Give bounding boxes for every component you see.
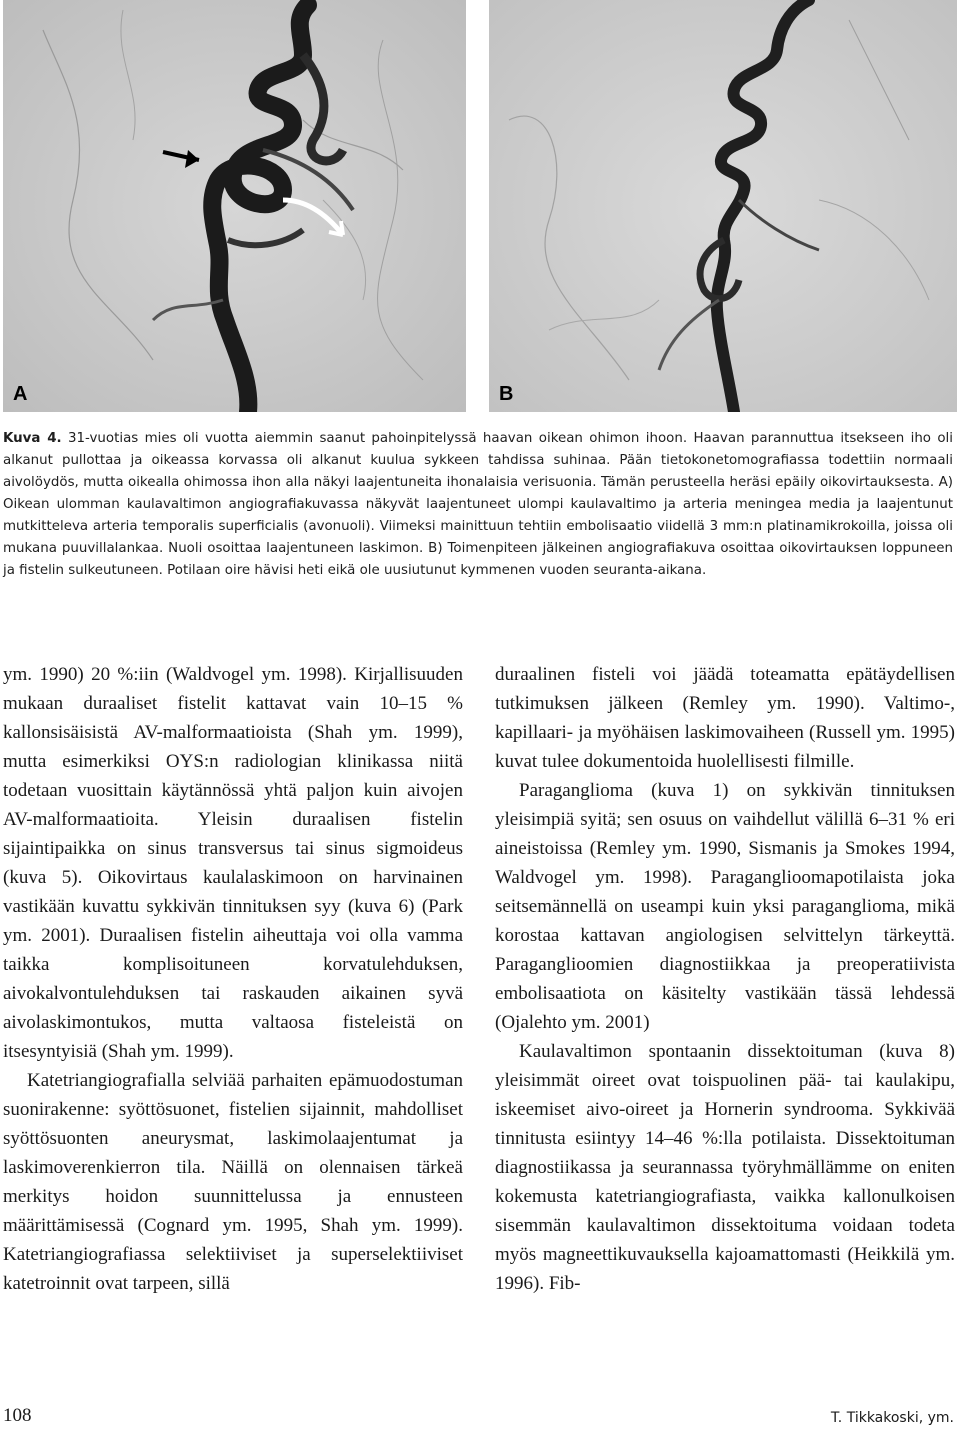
paragraph: ym. 1990) 20 %:iin (Waldvogel ym. 1998). Kirjallisuuden mukaan duraaliset fistelit kattavat vain 10–15 % kallonsisäisistä AV-malformaatioista (Shah ym. 1999), mutta esimerkiksi OYS:n radiologian klinikassa niitä todetaan vuosittain käytännössä yhtä paljon kuin aivojen AV-malformaatioita. Yleisin duraalisen fistelin sijaintipaikka on sinus transversus tai sinus sigmoideus (kuva 5). Oikovirtaus kaulalaskimoon on harvinainen vastikään kuvattu sykkivän tinnituksen syy (kuva 6) (Park ym. 2001). Duraalisen fistelin aiheuttaja voi olla vamma taikka komplisoituneen korvatulehduksen, aivokalvontulehduksen tai raskauden aikainen syvä aivolaskimontukos, mutta valtaosa fisteleistä on itsesyntyisiä (Shah ym. 1999). [3,664,463,1062]
running-footer-author: T. Tikkakoski, ym. [830,1410,954,1426]
panel-b-label: B [499,383,514,405]
paragraph: Kaulavaltimon spontaanin dissektoituman (kuva 8) yleisimmät oireet ovat toispuolinen pää- tai kaulakipu, iskeemiset aivo-oireet ja Hornerin syndrooma. Sykkivää tinnitusta esiintyy 14–46 %:lla potilaista. Dissektoituman diagnostiikassa ja seurannassa työryhmällämme on eniten kokemusta katetriangiografiasta, vaikka kallonulkoisen sisemmän kaulavaltimon dissektoituma voidaan todeta myös magneettikuvauksella kajoamattomasti (Heikkilä ym. 1996). Fib- [495,1041,955,1294]
angiogram-image-a [3,0,466,412]
panel-a-label: A [13,383,28,405]
paragraph: Katetriangiografialla selviää parhaiten epämuodostuman suonirakenne: syöttösuonet, fistelien sijainnit, mahdolliset syöttösuonten aneurysmat, laskimolaajentumat ja laskimoverenkierron tila. Näillä on olennaisen tärkeä merkitys hoidon suunnittelussa ja ennusteen määrittämisessä (Cognard ym. 1995, Shah ym. 1999). Katetriangiografiassa selektiiviset ja superselektiiviset katetroinnit ovat tarpeen, sillä [3,1070,463,1294]
figure-caption-text: 31-vuotias mies oli vuotta aiemmin saanut pahoinpitelyssä haavan oikean ohimon ihoon. Haavan parannuttua itsekseen iho oli alkanut pullottaa ja oikeassa korvassa oli alkanut kuulua sykkeen tahdissa suhinaa. Pään tietokonetomografiassa todettiin normaali aivolöydös, mutta oikealla ohimossa ihon alla näkyi laajentuneita ihonalaisia verisuonia. Tämän perusteella heräsi epäily oikovirtauksesta. A) Oikean ulomman kaulavaltimon angiografiakuvassa näkyvät laajentuneet ulompi kaulavaltimo ja arteria meningea media ja laajentunut mutkitteleva arteria temporalis superficialis (avonuoli). Viimeksi mainittuun tehtiin embolisaatio viidellä 3 mm:n platinamikrokoilla, joissa oli mukana puuvillalankaa. Nuoli osoittaa laajentuneen laskimon. B) Toimenpiteen jälkeinen angiografiakuva osoittaa oikovirtauksen loppuneen ja fistelin sulkeutuneen. Potilaan oire hävisi heti eikä ole uusiutunut kymmenen vuoden seuranta-aikana. [3,431,953,578]
page-number: 108 [3,1405,32,1426]
text-column-right [495,660,955,1298]
paragraph: duraalinen fisteli voi jäädä toteamatta epätäydellisen tutkimuksen jälkeen (Remley ym. 1990). Valtimo-, kapillaari- ja myöhäisen laskimovaiheen (Russell ym. 1995) kuvat tulee dokumentoida huolellisesti filmille. [495,664,955,772]
angiogram-panel-a [3,0,466,412]
text-column-left [3,660,463,1298]
figure-caption-lead: Kuva 4. [3,431,62,446]
figure-caption [3,428,953,582]
angiogram-image-b [489,0,957,412]
paragraph: Paraganglioma (kuva 1) on sykkivän tinnituksen yleisimpiä syitä; sen osuus on vaihdellut välillä 6–31 % eri aineistoissa (Remley ym. 1990, Sismanis ja Smokes 1994, Waldvogel ym. 1998). Paraganglioomapotilaista joka seitsemännellä on useampi kuin yksi paraganglioma, mikä korostaa kattavan angiologisen selvittelyn tärkeyttä. Paraganglioomien diagnostiikkaa ja preoperatiivista embolisaatiota on käsitelty vastikään tässä lehdessä (Ojalehto ym. 2001) [495,780,955,1033]
angiogram-panel-b [489,0,957,412]
